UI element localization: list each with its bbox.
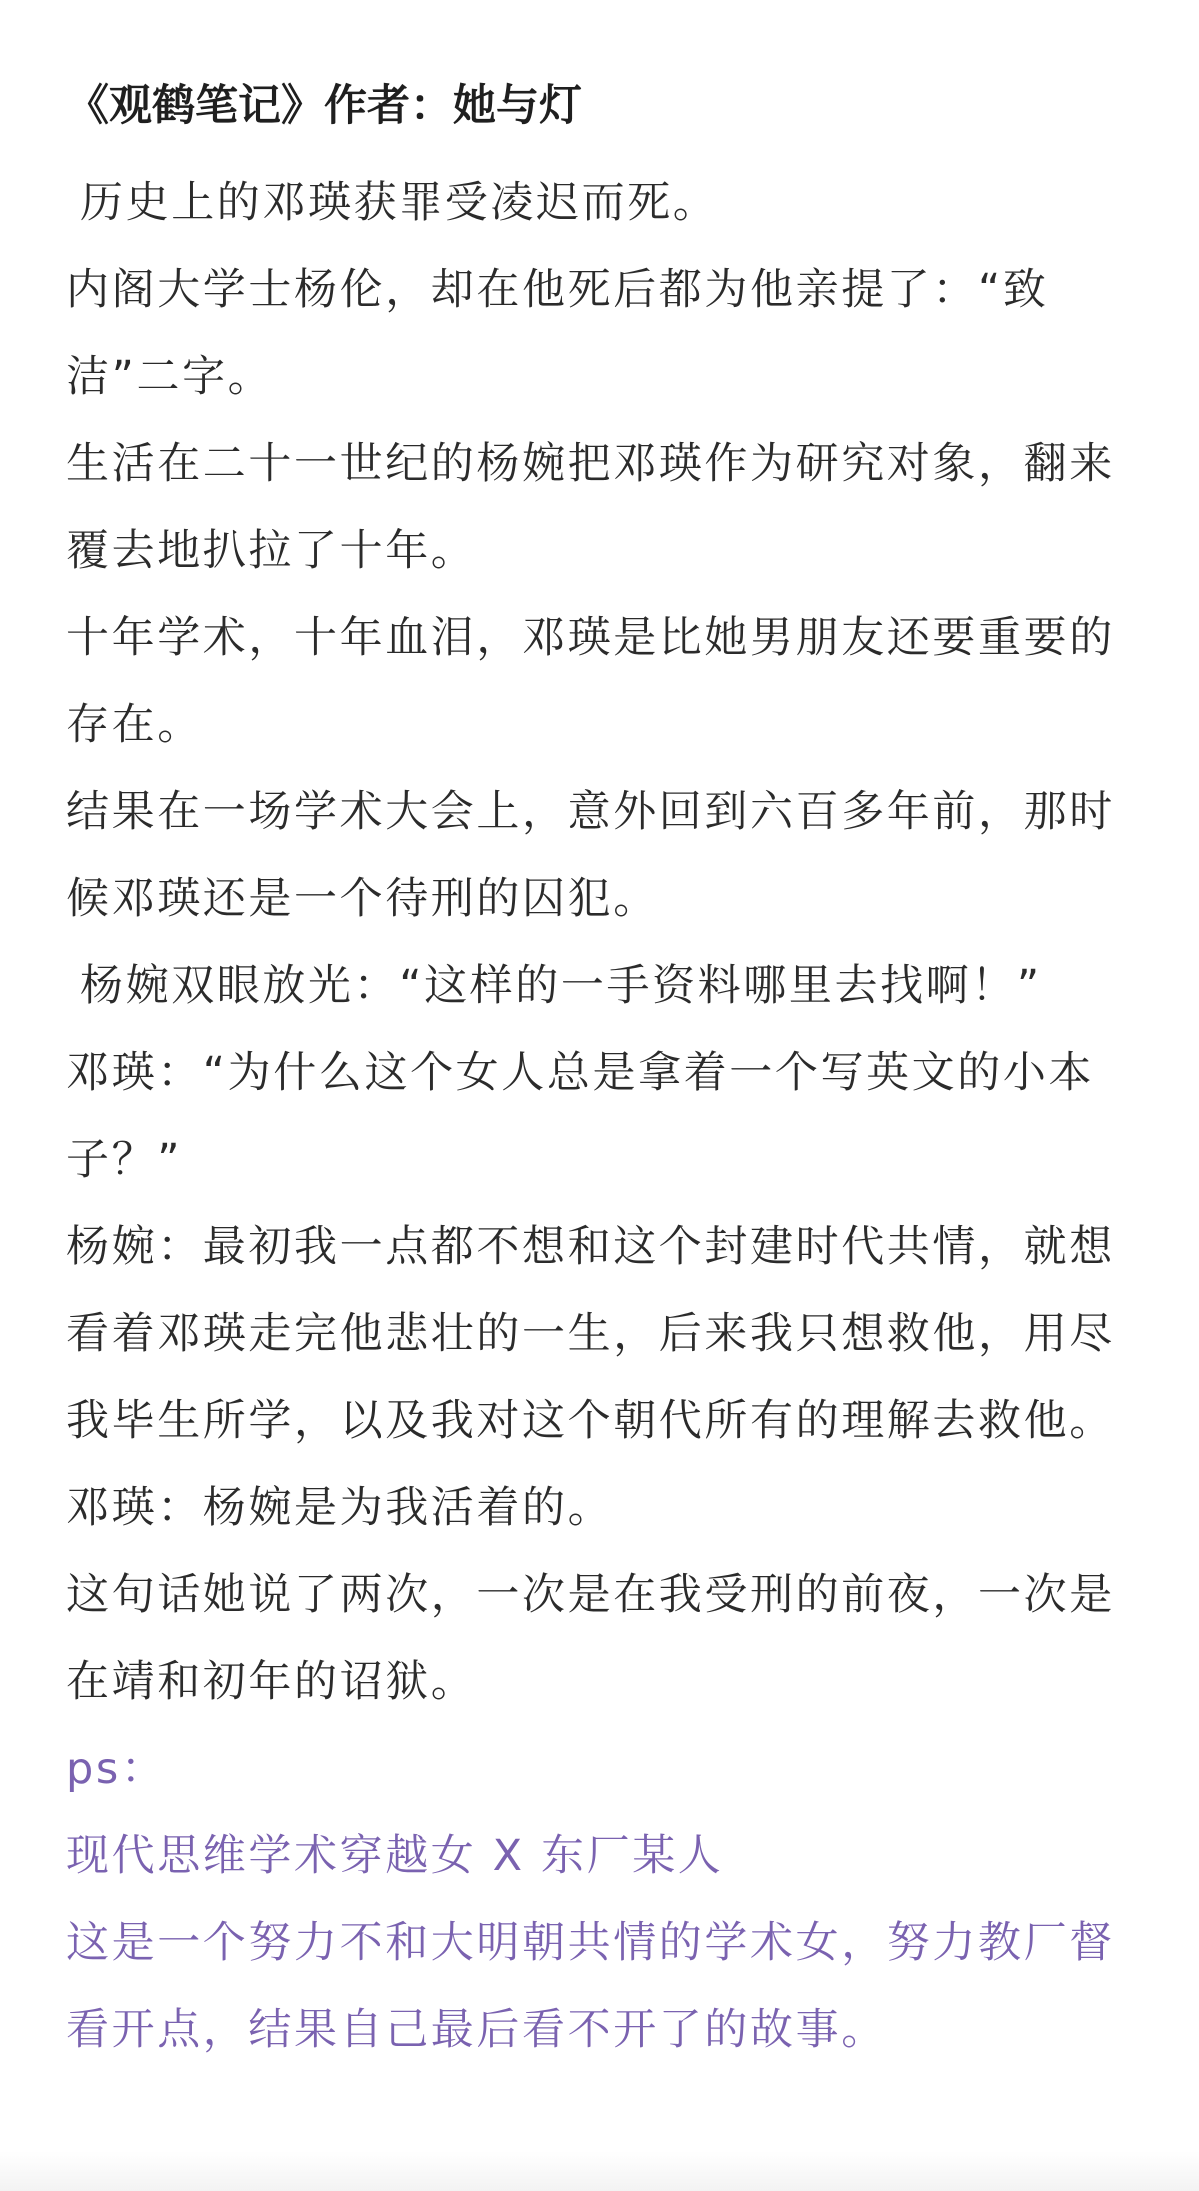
paragraph: 邓瑛：杨婉是为我活着的。 — [66, 1483, 614, 1533]
paragraph: 邓瑛：“为什么这个女人总是拿着一个写英文的小本子？” — [66, 1048, 1095, 1185]
paragraph: 杨婉：最初我一点都不想和这个封建时代共情，就想看着邓瑛走完他悲壮的一生，后来我只想救他，用尽我毕生所学，以及我对这个朝代所有的理解去救他。 — [66, 1222, 1115, 1446]
bottom-fade — [0, 2151, 1199, 2191]
document-body — [66, 74, 1146, 2074]
paragraph-list — [66, 160, 1146, 2074]
paragraph: 这句话她说了两次，一次是在我受刑的前夜，一次是在靖和初年的诏狱。 — [66, 1570, 1115, 1707]
ps-paragraph: 这是一个努力不和大明朝共情的学术女，努力教厂督看开点，结果自己最后看不开了的故事。 — [66, 1918, 1115, 2055]
paragraph: 历史上的邓瑛获罪受凌迟而死。 — [80, 178, 719, 228]
paragraph: 内阁大学士杨伦，却在他死后都为他亲提了：“致洁”二字。 — [66, 265, 1049, 402]
page-title: 《观鹤笔记》作者：她与灯 — [66, 81, 582, 131]
ps-paragraph: 现代思维学术穿越女 X 东厂某人 — [66, 1831, 724, 1881]
ps-paragraph: ps： — [66, 1744, 167, 1794]
paragraph: 结果在一场学术大会上，意外回到六百多年前，那时候邓瑛还是一个待刑的囚犯。 — [66, 787, 1115, 924]
paragraph: 生活在二十一世纪的杨婉把邓瑛作为研究对象，翻来覆去地扒拉了十年。 — [66, 439, 1115, 576]
paragraph: 杨婉双眼放光：“这样的一手资料哪里去找啊！” — [80, 961, 1042, 1011]
paragraph: 十年学术，十年血泪，邓瑛是比她男朋友还要重要的存在。 — [66, 613, 1115, 750]
